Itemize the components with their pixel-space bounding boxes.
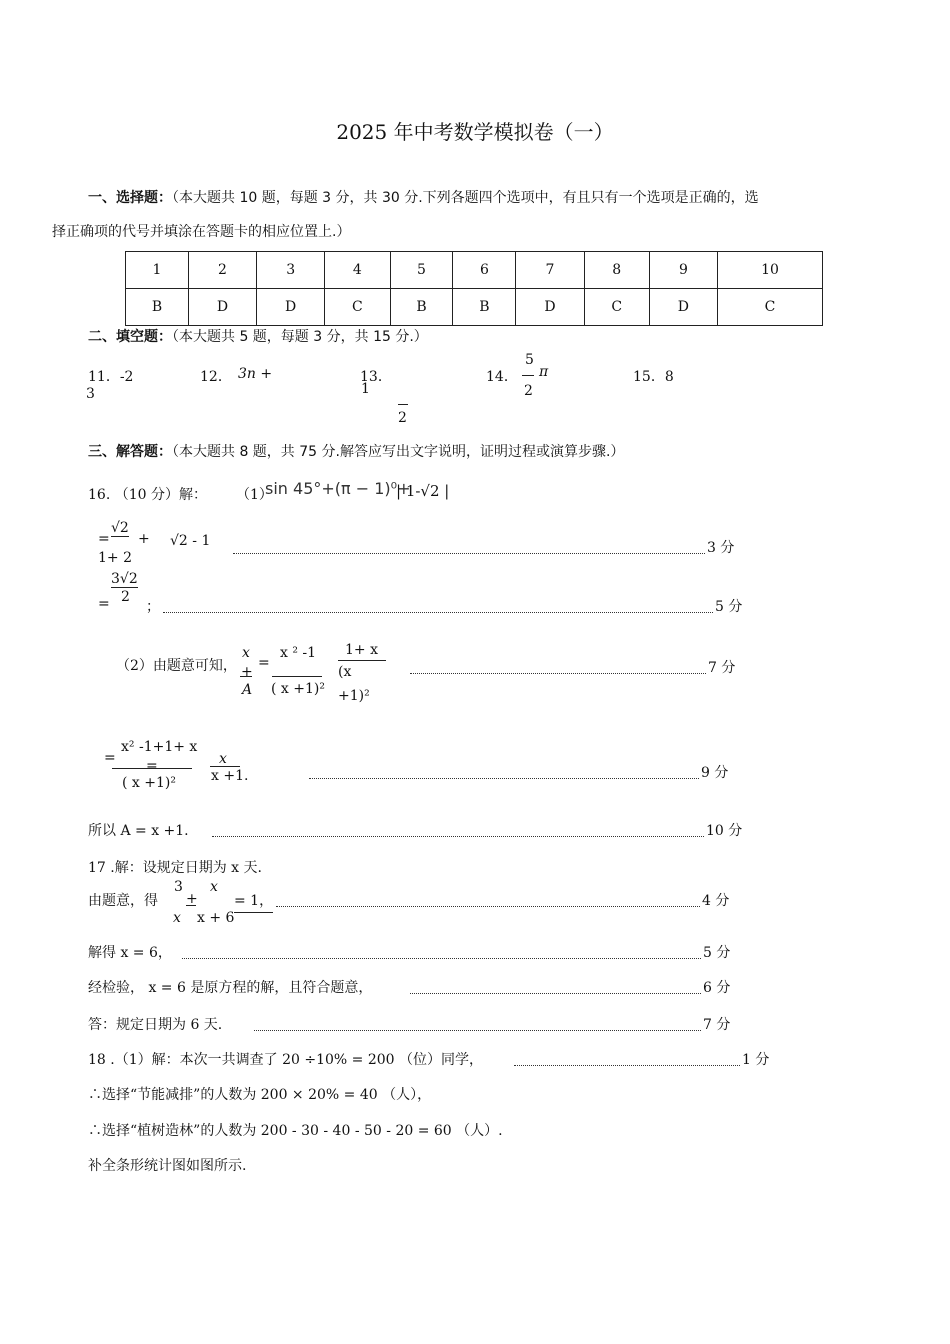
table-cell: B — [126, 289, 189, 326]
q16-part2-numerator-2: 1+ x — [345, 642, 378, 658]
table-cell: C — [718, 289, 823, 326]
answer-table-number-row — [126, 252, 823, 289]
q17-line4: 经检验， x = 6 是原方程的解，且符合题意， — [88, 980, 373, 996]
score: 1 分 — [742, 1052, 770, 1068]
q16-part2-bar-2 — [272, 676, 322, 677]
q16-part2-bar — [240, 676, 252, 677]
q16-part1-label: （1） — [236, 487, 273, 503]
q16-line3-numerator: x² -1+1+ x — [121, 739, 198, 755]
table-cell: 4 — [325, 252, 390, 289]
q16-part2-denominator-2b: +1)² — [338, 688, 370, 704]
q17-equals: = 1， — [234, 890, 273, 913]
score: 4 分 — [702, 893, 730, 909]
table-cell: D — [516, 289, 584, 326]
q16-part2-denominator-2a: (x — [338, 664, 352, 680]
table-cell: C — [584, 289, 649, 326]
q17-frac2-denominator: x + 6 — [197, 910, 235, 926]
q16-absolute-value: | 1-√2 | — [396, 482, 450, 500]
section-2-line — [88, 326, 428, 346]
answer-15: 15．8 — [633, 369, 674, 385]
q18-line4: 补全条形统计图如图所示. — [88, 1158, 247, 1174]
table-cell: 10 — [718, 252, 823, 289]
score: 7 分 — [703, 1017, 731, 1033]
q16-label: 16. （10 分）解： — [88, 487, 207, 503]
q16-part2-A: A — [242, 682, 253, 698]
q16-line4: 所以 A = x +1. — [88, 823, 189, 839]
answer-12-value: 3n + — [238, 366, 273, 382]
q16-line1-term: √2 - 1 — [170, 533, 211, 549]
answer-14-pi: π — [539, 364, 549, 380]
q16-line1-numerator: √2 — [111, 520, 129, 536]
q16-line1-equals: = — [98, 531, 110, 547]
table-cell: D — [649, 289, 717, 326]
q17-line3: 解得 x = 6， — [88, 945, 172, 961]
table-cell: 1 — [126, 252, 189, 289]
q16-line1-dots — [231, 537, 734, 557]
section-3-desc: （本大题共 8 题，共 75 分.解答应写出文字说明，证明过程或演算步骤.） — [172, 444, 625, 460]
q18-line1: 18 .（1）解：本次一共调查了 20 ÷10% = 200 （位）同学， — [88, 1052, 483, 1068]
q16-line3-dots — [307, 762, 728, 782]
answer-14-fraction-bar — [522, 375, 534, 376]
q16-expression: sin 45°+(π − 1)⁰+ — [265, 479, 411, 498]
q16-line2-denominator: 2 — [121, 589, 130, 605]
score: 7 分 — [708, 660, 736, 676]
answer-12-label: 12． — [200, 369, 232, 385]
q18-line1-dots — [512, 1049, 769, 1069]
table-cell: 6 — [453, 252, 516, 289]
table-cell: 3 — [257, 252, 325, 289]
page-title: 2025 年中考数学模拟卷（一） — [336, 120, 614, 144]
answer-13-denominator: 2 — [398, 410, 407, 426]
answer-table-letter-row — [126, 289, 823, 326]
section-1-line1 — [88, 187, 759, 207]
section-1-heading: 一、选择题： — [88, 190, 172, 206]
q17-plus: + — [186, 891, 198, 907]
score: 10 分 — [706, 823, 743, 839]
score: 6 分 — [703, 980, 731, 996]
score: 3 分 — [707, 540, 735, 556]
q16-line3-bar — [112, 768, 192, 769]
answer-table — [125, 251, 823, 326]
q17-frac2-numerator: x — [210, 879, 218, 895]
q17-frac1-numerator: 3 — [174, 879, 183, 895]
q17-line3-dots — [180, 942, 730, 962]
q16-part2-dots — [408, 657, 735, 677]
q16-part2-denominator: ( x +1)² — [271, 681, 325, 697]
table-cell: 8 — [584, 252, 649, 289]
section-1-line2: 择正确项的代号并填涂在答题卡的相应位置上.） — [52, 224, 351, 240]
q17-line5-dots — [252, 1014, 730, 1034]
q16-part2-intro: （2）由题意可知， — [116, 658, 237, 674]
q16-line3-mid: = — [146, 758, 158, 774]
answer-14-numerator: 5 — [525, 352, 534, 368]
answer-13-label: 13． — [360, 369, 392, 385]
score: 9 分 — [701, 765, 729, 781]
table-cell: 5 — [390, 252, 453, 289]
section-3-heading: 三、解答题： — [88, 444, 172, 460]
section-3-line — [88, 441, 624, 461]
q16-line3-numerator-2: x — [219, 751, 227, 767]
table-cell: C — [325, 289, 390, 326]
q16-line2-dots — [161, 596, 742, 616]
q16-part2-bar-3 — [338, 660, 386, 661]
q17-frac1-denominator: x — [173, 910, 181, 926]
q16-line3-bar-2 — [210, 766, 240, 767]
q16-part2-numerator: x ² -1 — [280, 645, 317, 661]
table-cell: 2 — [188, 252, 256, 289]
answer-11: 11．-2 — [88, 369, 134, 385]
q16-line2-numerator: 3√2 — [111, 571, 138, 587]
q17-line1: 17 .解：设规定日期为 x 天. — [88, 860, 262, 876]
table-cell: D — [188, 289, 256, 326]
section-2-desc: （本大题共 5 题，每题 3 分，共 15 分.） — [172, 329, 428, 345]
answer-14-denominator: 2 — [524, 383, 533, 399]
q16-line3-denominator-2: x +1. — [211, 768, 249, 784]
q18-line2: ∴选择“节能减排”的人数为 200 × 20% = 40 （人）， — [88, 1087, 432, 1103]
answer-13-numerator: 1 — [361, 381, 370, 397]
table-cell: D — [257, 289, 325, 326]
table-cell: 7 — [516, 252, 584, 289]
q16-line2-equals: = — [98, 596, 110, 612]
q17-line5: 答：规定日期为 6 天. — [88, 1017, 223, 1033]
q16-part2-plus: + — [241, 664, 253, 680]
table-cell: B — [453, 289, 516, 326]
q17-line4-dots — [408, 977, 730, 997]
q16-line1-plus: + — [138, 531, 150, 547]
q16-line3-equals: = — [104, 750, 116, 766]
score: 5 分 — [715, 599, 743, 615]
q16-part2-x: x — [242, 645, 250, 661]
table-cell: B — [390, 289, 453, 326]
section-2-heading: 二、填空题： — [88, 329, 172, 345]
q16-part2-equals: = — [258, 655, 270, 671]
answer-11-denominator: 3 — [86, 386, 95, 402]
q18-line3: ∴选择“植树造林”的人数为 200 - 30 - 40 - 50 - 20 = 60 （人）. — [88, 1123, 503, 1139]
table-cell: 9 — [649, 252, 717, 289]
answer-14-label: 14． — [486, 369, 518, 385]
q17-line2-dots — [274, 890, 729, 910]
score: 5 分 — [703, 945, 731, 961]
section-1-desc: （本大题共 10 题，每题 3 分，共 30 分.下列各题四个选项中，有且只有一个选项是正确的，选 — [172, 190, 759, 206]
q16-line1-denominator: 1+ 2 — [98, 550, 132, 566]
answer-13-fraction-bar — [398, 404, 408, 405]
q17-bar-1 — [186, 905, 196, 906]
q17-line2-intro: 由题意，得 — [88, 893, 158, 909]
q16-line3-denominator: ( x +1)² — [122, 775, 176, 791]
q16-line2-sep: ； — [146, 599, 160, 615]
q16-line4-dots — [210, 820, 742, 840]
